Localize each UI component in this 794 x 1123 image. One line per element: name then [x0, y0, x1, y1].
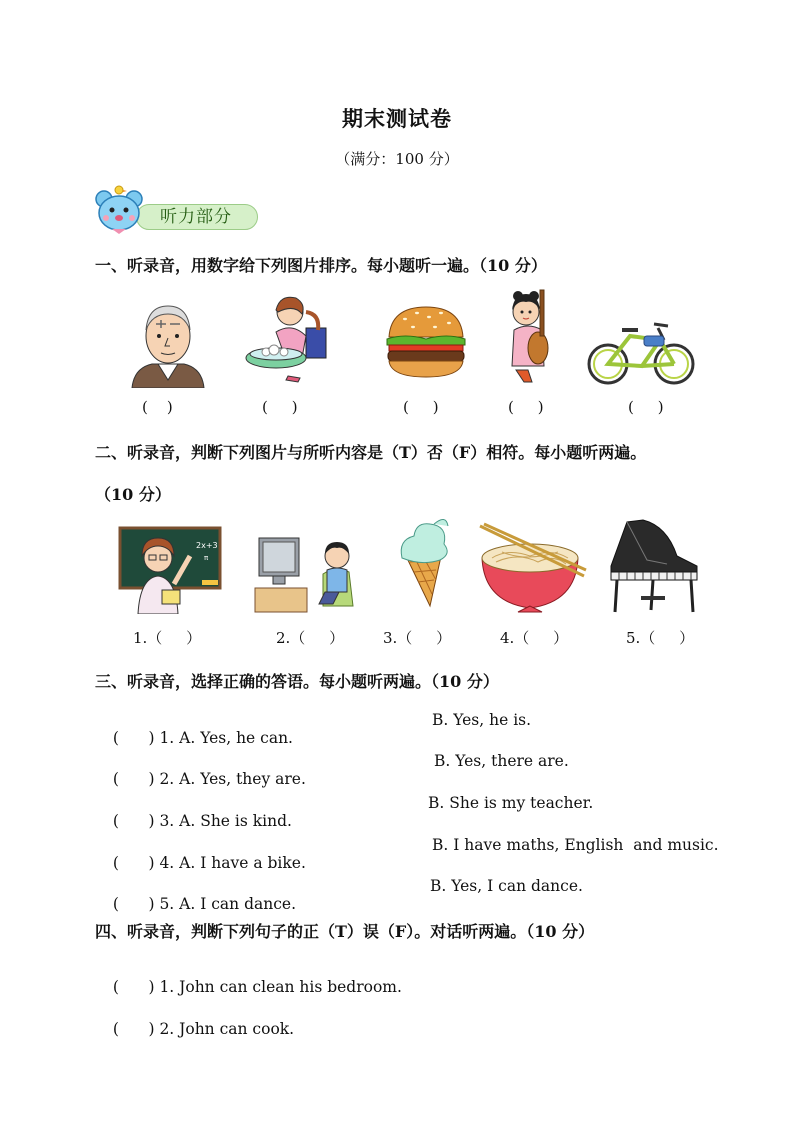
question-3-heading: 三、听录音，选择正确的答语。每小题听两遍。（10 分） [95, 672, 499, 691]
q3-row-5-option-a[interactable]: ( ) 5. A. I can dance. [112, 895, 297, 913]
q3-row-2-option-a[interactable]: ( ) 2. A. Yes, they are. [112, 770, 306, 788]
q2-item-2[interactable]: 2.（ ） [276, 629, 345, 647]
teacher-icon [118, 526, 222, 614]
q1-paren-2[interactable]: ( ) [262, 398, 298, 416]
q3-row-4-option-b[interactable]: B. I have maths, English and music. [432, 836, 719, 854]
q4-row-2 [103, 1002, 294, 1038]
girl-pipa-icon [498, 286, 562, 386]
q1-paren-5[interactable]: ( ) [628, 398, 664, 416]
q3-row-3-option-b[interactable]: B. She is my teacher. [428, 794, 594, 812]
hamburger-icon [385, 303, 467, 381]
q2-item-3[interactable]: 3.（ ） [383, 629, 452, 647]
boy-computer-icon [253, 532, 365, 614]
q1-paren-3[interactable]: ( ) [403, 398, 439, 416]
q3-row-4-option-a[interactable]: ( ) 4. A. I have a bike. [112, 854, 306, 872]
question-1-heading: 一、听录音，用数字给下列图片排序。每小题听一遍。（10 分） [95, 256, 547, 275]
question-2-heading-line2: （10 分） [95, 485, 171, 504]
section-badge [92, 185, 272, 235]
section-label: 听力部分 [160, 207, 232, 227]
q1-paren-4[interactable]: ( ) [508, 398, 544, 416]
q3-row-5-option-b[interactable]: B. Yes, I can dance. [430, 877, 583, 895]
noodles-icon [478, 522, 588, 614]
q4-row-1 [103, 960, 402, 996]
bicycle-icon [586, 318, 698, 388]
svg-text:2x+3: 2x+3 [196, 541, 218, 550]
q3-row-3-option-a[interactable]: ( ) 3. A. She is kind. [112, 812, 292, 830]
piano-icon [607, 516, 703, 614]
girl-washing-icon [244, 292, 334, 384]
ice-cream-icon [396, 516, 452, 608]
page-title: 期末测试卷 [342, 106, 452, 131]
q3-row-1-option-b[interactable]: B. Yes, he is. [432, 711, 532, 729]
q2-item-1[interactable]: 1.（ ） [133, 629, 202, 647]
page-subtitle: （满分：100 分） [335, 150, 459, 168]
question-2-heading-line1: 二、听录音，判断下列图片与所听内容是（T）否（F）相符。每小题听两遍。 [95, 443, 647, 462]
bear-mascot-icon [92, 185, 152, 235]
q3-row-2-option-b[interactable]: B. Yes, there are. [434, 752, 569, 770]
q4-row-1-statement[interactable]: ( ) 1. John can clean his bedroom. [112, 978, 402, 996]
q4-row-2-statement[interactable]: ( ) 2. John can cook. [112, 1020, 295, 1038]
q2-item-5[interactable]: 5.（ ） [626, 629, 695, 647]
svg-text:π: π [204, 554, 209, 562]
question-4-heading: 四、听录音，判断下列句子的正（T）误（F）。对话听两遍。（10 分） [95, 922, 595, 941]
q1-paren-1[interactable]: ( ) [142, 398, 173, 416]
grandpa-icon [128, 300, 208, 388]
q3-row-1-option-a[interactable]: ( ) 1. A. Yes, he can. [112, 729, 293, 747]
q2-item-4[interactable]: 4.（ ） [500, 629, 569, 647]
